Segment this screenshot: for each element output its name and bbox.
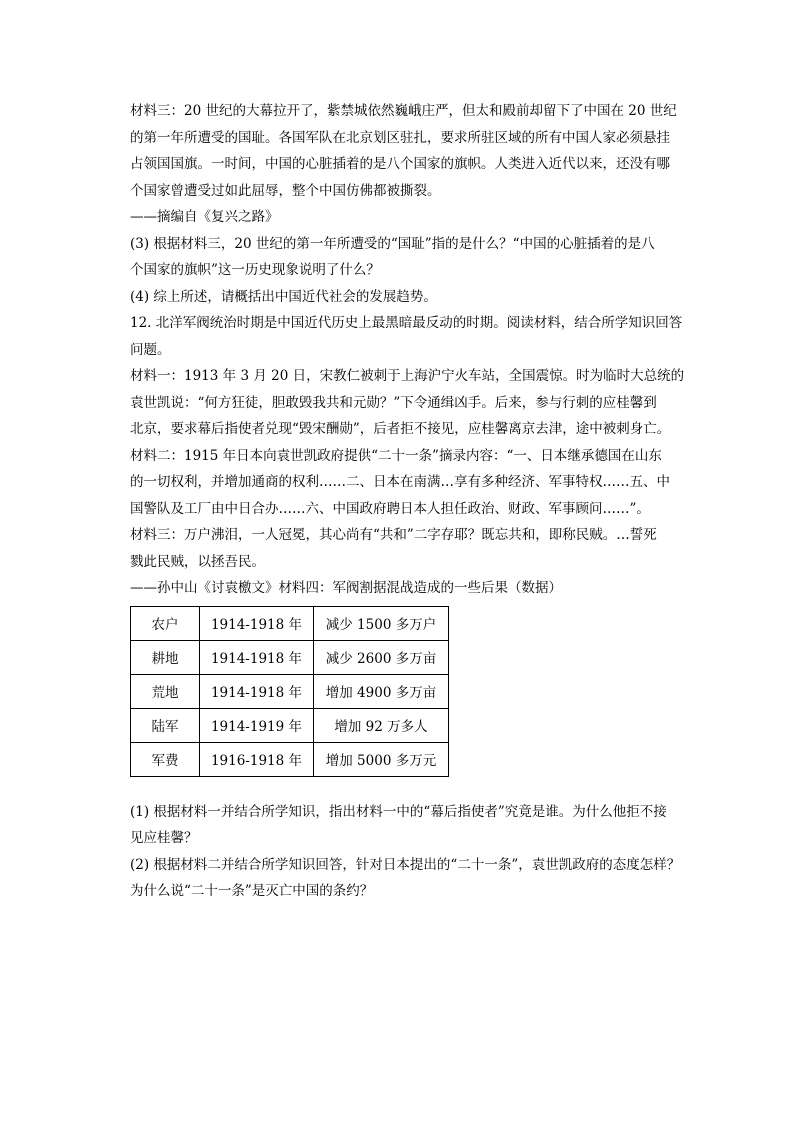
- table-row: [131, 674, 449, 708]
- question-4: [130, 284, 696, 311]
- table-row: [131, 742, 449, 776]
- text-line: 12. 北洋军阀统治时期是中国近代历史上最黑暗最反动的时期。阅读材料，结合所学知识回答: [130, 315, 683, 331]
- table-cell: 1914-1918 年: [200, 640, 314, 674]
- text-line: 占领国国旗。一时间，中国的心脏插着的是八个国家的旗帜。人类进入近代以来，还没有哪: [130, 156, 670, 172]
- text-line: 的第一年所遭受的国耻。各国军队在北京划区驻扎，要求所驻区域的所有中国人家必须悬挂: [130, 129, 670, 146]
- text-line: 材料一：1913 年 3 月 20 日，宋教仁被刺于上海沪宁火车站，全国震惊。时为临时大总统的: [130, 368, 685, 384]
- sub-question-2: [130, 852, 696, 905]
- table-cell: 增加 5000 多万元: [314, 742, 449, 776]
- table-cell: 1914-1918 年: [200, 606, 314, 640]
- question-3: [130, 231, 696, 284]
- text-line: 的一切权利，并增加通商的权利……二、日本在南满…享有多种经济、军事特权……五、中: [130, 474, 670, 490]
- sub-question-1: [130, 799, 696, 852]
- material-three-paragraph: [130, 98, 696, 231]
- text-line: (2) 根据材料二并结合所学知识回答，针对日本提出的“二十一条”，袁世凯政府的态度怎样？: [130, 856, 681, 873]
- text-line: 戮此民贼，以拯吾民。: [130, 553, 265, 570]
- text-line: (1) 根据材料一并结合所学知识，指出材料一中的“幕后指使者”究竟是谁。为什么他拒不接: [130, 803, 667, 820]
- source-citation: ——孙中山《讨袁檄文》材料四：军阀割据混战造成的一些后果（数据）: [130, 580, 562, 596]
- text-line: 见应桂馨？: [130, 830, 198, 846]
- table-cell: 1914-1919 年: [200, 708, 314, 742]
- question-12-intro: [130, 310, 696, 363]
- text-line: 材料三：万户沸泪，一人冠冕，其心尚有“共和”二字存耶？既忘共和，即称民贼。…誓死: [130, 527, 657, 543]
- table-row: [131, 640, 449, 674]
- table-cell: 减少 2600 多万亩: [314, 640, 449, 674]
- table-cell: 减少 1500 多万户: [314, 606, 449, 640]
- document-page: [130, 98, 696, 905]
- source-citation: ——摘编自《复兴之路》: [130, 209, 279, 225]
- table-row: [131, 606, 449, 640]
- spacer: [130, 777, 696, 799]
- text-line: 材料三：20 世纪的大幕拉开了，紫禁城依然巍峨庄严，但太和殿前却留下了中国在 20 世纪: [130, 103, 677, 119]
- text-line: 个国家的旗帜”这一历史现象说明了什么？: [130, 262, 380, 278]
- table-cell: 荒地: [131, 674, 200, 708]
- table-cell: 陆军: [131, 708, 200, 742]
- table-cell: 1916-1918 年: [200, 742, 314, 776]
- table-cell: 增加 92 万多人: [314, 708, 449, 742]
- table-cell: 农户: [131, 606, 200, 640]
- text-line: 个国家曾遭受过如此屈辱，整个中国仿佛都被撕裂。: [130, 182, 441, 199]
- table-cell: 1914-1918 年: [200, 674, 314, 708]
- material-three-sun-paragraph: [130, 522, 696, 602]
- text-line: 国警队及工厂由中日合办……六、中国政府聘日本人担任政治、财政、军事顾问……”。: [130, 500, 650, 517]
- material-one-paragraph: [130, 363, 696, 443]
- table-cell: 耕地: [131, 640, 200, 674]
- text-line: 材料二：1915 年日本向袁世凯政府提供“二十一条”摘录内容：“一、日本继承德国在山东: [130, 447, 662, 464]
- warlord-consequences-table: [130, 606, 449, 777]
- table-row: [131, 708, 449, 742]
- material-two-paragraph: [130, 443, 696, 523]
- text-line: 北京，要求幕后指使者兑现“毁宋酬勋”，后者拒不接见，应桂馨离京去津，途中被刺身亡。: [130, 421, 671, 437]
- text-line: (4) 综上所述，请概括出中国近代社会的发展趋势。: [130, 288, 437, 305]
- text-line: 为什么说“二十一条”是灭亡中国的条约？: [130, 883, 374, 899]
- text-line: 问题。: [130, 341, 171, 358]
- text-line: (3) 根据材料三，20 世纪的第一年所遭受的“国耻”指的是什么？“中国的心脏插着的是八: [130, 235, 655, 252]
- table-cell: 军费: [131, 742, 200, 776]
- table-cell: 增加 4900 多万亩: [314, 674, 449, 708]
- text-line: 袁世凯说：“何方狂徒，胆敢毁我共和元勋？”下令通缉凶手。后来，参与行刺的应桂馨到: [130, 394, 657, 411]
